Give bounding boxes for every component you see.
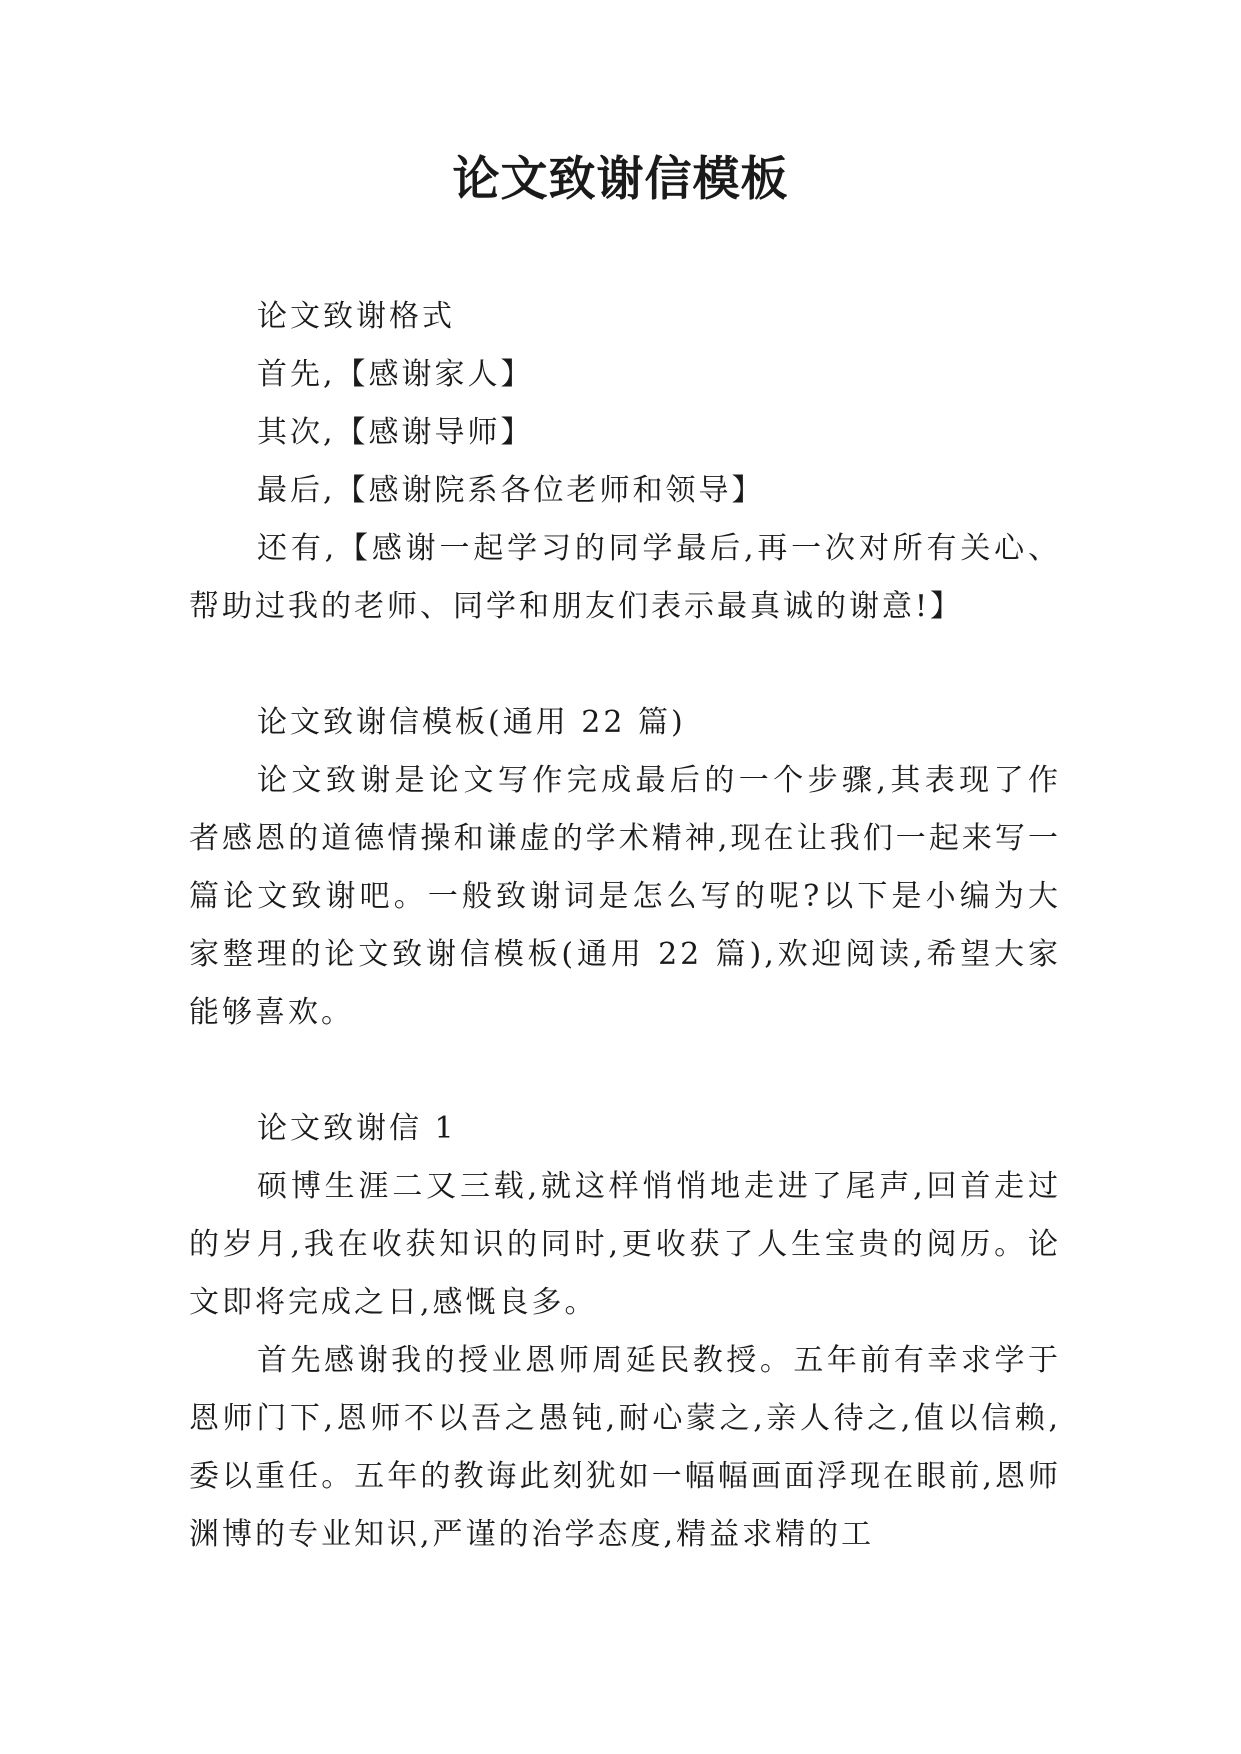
section-heading-letter-1: 论文致谢信 1 (257, 1111, 457, 1146)
paragraph-finally: 最后,【感谢院系各位老师和领导】 (257, 473, 765, 508)
paragraph-intro: 论文致谢是论文写作完成最后的一个步骤,其表现了作者感恩的道德情操和谦虚的学术精神,现在让我们一起来写一篇论文致谢吧。一般致谢词是怎么写的呢?以下是小编为大家整理的论文致谢信模板(通用 22 篇),欢迎阅读,希望大家能够喜欢。 (189, 763, 1061, 1030)
section-heading-templates: 论文致谢信模板(通用 22 篇) (257, 705, 686, 740)
paragraph-letter-1-opening: 硕博生涯二又三载,就这样悄悄地走进了尾声,回首走过的岁月,我在收获知识的同时,更收获了人生宝贵的阅历。论文即将完成之日,感慨良多。 (189, 1169, 1061, 1320)
paragraph-spacer (189, 1042, 1061, 1100)
paragraph-first: 首先,【感谢家人】 (257, 357, 534, 392)
document-title: 论文致谢信模板 (452, 152, 789, 207)
document-body (189, 288, 1061, 1564)
paragraph-second: 其次,【感谢导师】 (257, 415, 534, 450)
paragraph-also: 还有,【感谢一起学习的同学最后,再一次对所有关心、帮助过我的老师、同学和朋友们表示最真诚的谢意!】 (189, 531, 1061, 624)
paragraph-spacer (189, 636, 1061, 694)
paragraph-letter-1-advisor: 首先感谢我的授业恩师周延民教授。五年前有幸求学于恩师门下,恩师不以吾之愚钝,耐心蒙之,亲人待之,值以信赖,委以重任。五年的教诲此刻犹如一幅幅画面浮现在眼前,恩师渊博的专业知识,严谨的治学态度,精益求精的工 (189, 1343, 1061, 1552)
section-heading-format: 论文致谢格式 (257, 299, 455, 334)
